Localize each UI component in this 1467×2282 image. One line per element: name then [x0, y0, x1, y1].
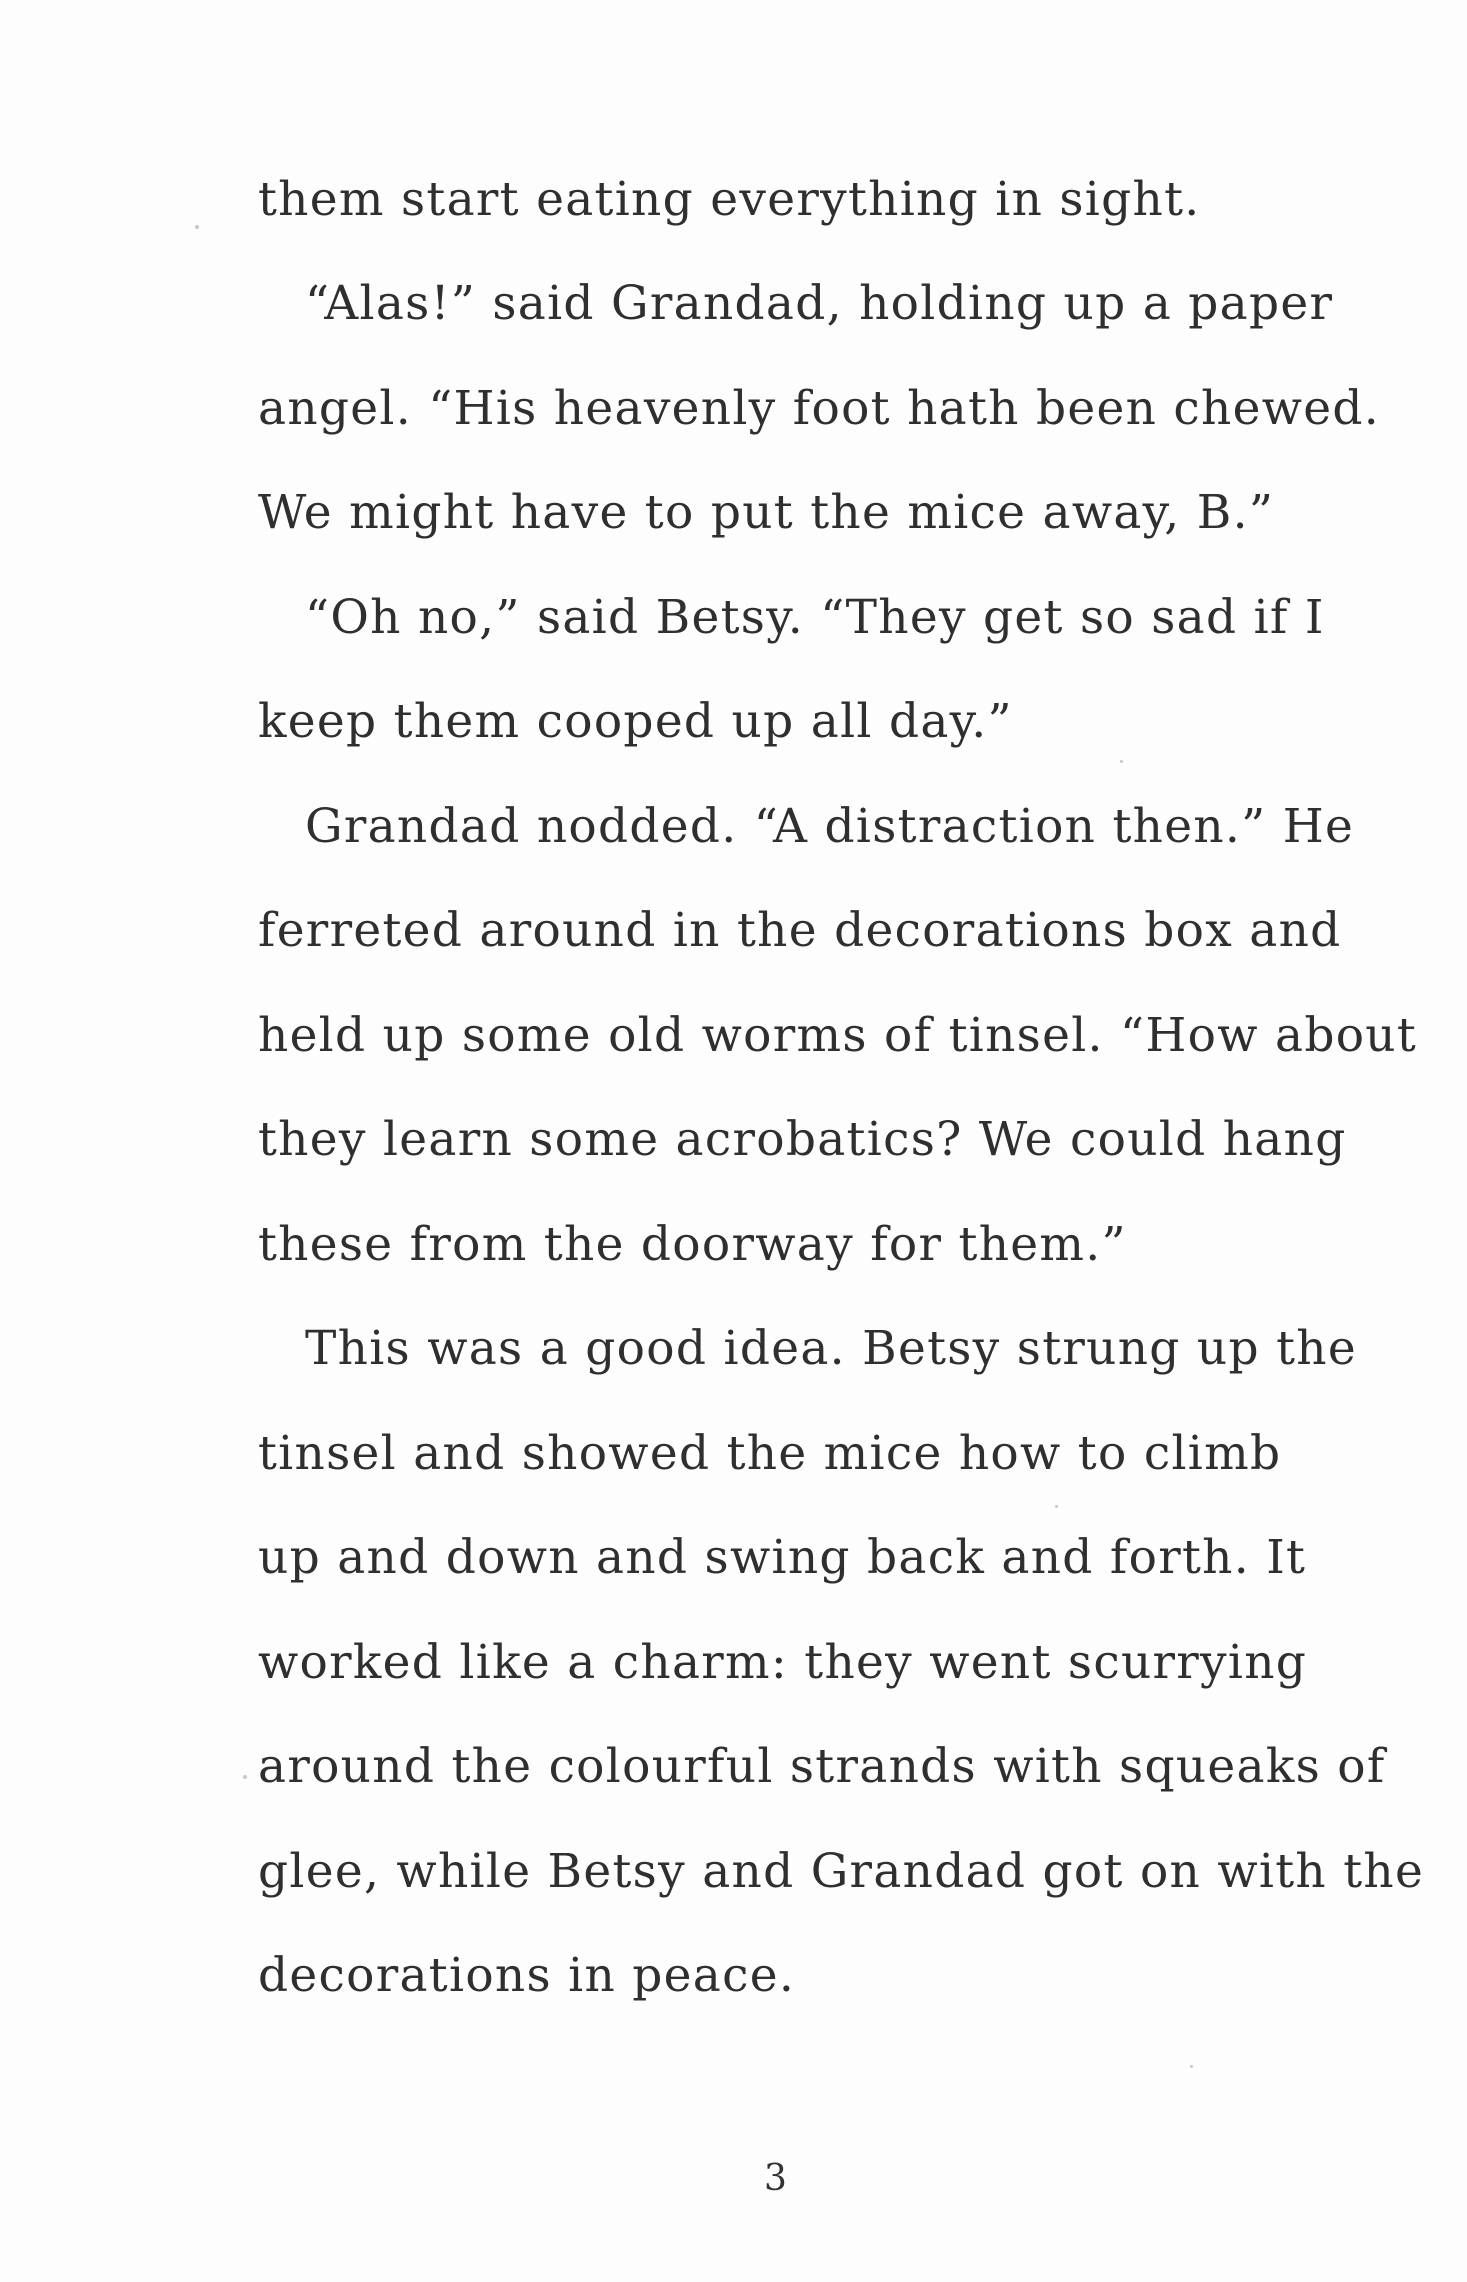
text-line: glee, while Betsy and Grandad got on with the	[258, 1844, 1425, 1899]
text-line: Grandad nodded. “A distraction then.” He	[305, 799, 1355, 854]
text-line: they learn some acrobatics? We could hang	[258, 1112, 1347, 1167]
text-line: ferreted around in the decorations box and	[258, 903, 1342, 958]
page-number: 3	[764, 2158, 787, 2199]
text-line: tinsel and showed the mice how to climb	[258, 1426, 1282, 1481]
text-line: keep them cooped up all day.”	[258, 694, 1013, 749]
text-line: “Alas!” said Grandad, holding up a paper	[305, 276, 1334, 331]
text-line: these from the doorway for them.”	[258, 1217, 1127, 1272]
scan-speck	[1120, 760, 1123, 763]
scan-speck	[1055, 1505, 1058, 1508]
scan-speck	[195, 225, 199, 229]
text-line: “Oh no,” said Betsy. “They get so sad if I	[305, 590, 1325, 645]
text-line: worked like a charm: they went scurrying	[258, 1635, 1308, 1690]
text-line: them start eating everything in sight.	[258, 172, 1201, 227]
text-line: We might have to put the mice away, B.”	[258, 485, 1275, 540]
text-line: angel. “His heavenly foot hath been chewed.	[258, 381, 1380, 436]
scan-speck	[1190, 2065, 1193, 2068]
text-line: held up some old worms of tinsel. “How about	[258, 1008, 1418, 1063]
text-line: around the colourful strands with squeaks of	[258, 1739, 1386, 1794]
scan-speck	[243, 1775, 247, 1779]
text-line: up and down and swing back and forth. It	[258, 1530, 1307, 1585]
text-line: decorations in peace.	[258, 1948, 796, 2003]
text-line: This was a good idea. Betsy strung up the	[305, 1321, 1357, 1376]
